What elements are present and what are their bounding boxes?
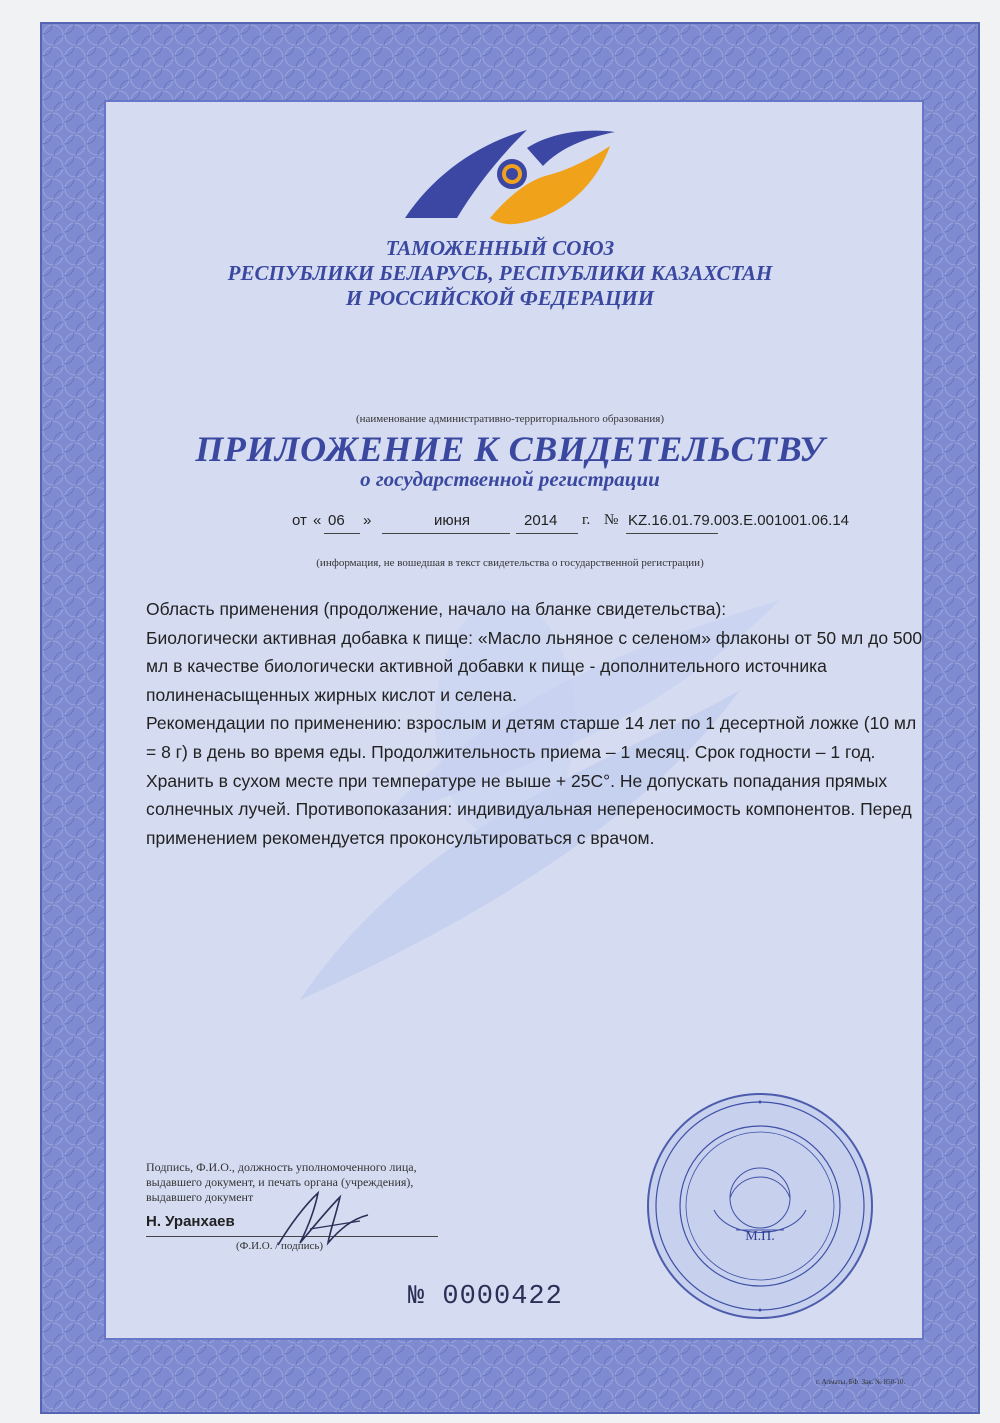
- year-underline: [516, 533, 578, 534]
- date-year: 2014: [524, 512, 558, 529]
- product-description: Биологически активная добавка к пище: «Масло льняное с селеном» флаконы от 50 мл до 500 мл в качестве биологически активной добавки к пище - дополнительного источника полиненасыщенных жирных кислот и селена.: [146, 627, 923, 705]
- day-underline: [324, 533, 360, 534]
- quote-open: «: [313, 512, 322, 529]
- printer-imprint: г. Алматы. БФ. Зак. № 850-10.: [816, 1378, 906, 1386]
- registration-number: KZ.16.01.79.003.E.001001.06.14: [628, 512, 850, 529]
- year-suffix: г.: [582, 512, 591, 528]
- signatory-name: Н. Уранхаев: [146, 1213, 235, 1230]
- date-prefix: от: [292, 512, 307, 529]
- date-day: 06: [328, 512, 345, 529]
- appendix-body: [146, 595, 926, 852]
- date-month: июня: [434, 512, 471, 529]
- customs-union-logo: [395, 118, 625, 228]
- signature-sub-caption: (Ф.И.О. / подпись): [236, 1240, 324, 1252]
- org-line-2: РЕСПУБЛИКИ БЕЛАРУСЬ, РЕСПУБЛИКИ КАЗАХСТАН: [227, 261, 773, 285]
- month-underline: [382, 533, 510, 534]
- caption-line-3: выдавшего документ: [146, 1190, 254, 1204]
- official-seal: [644, 1090, 876, 1322]
- document-subtitle: о государственной регистрации: [360, 467, 660, 491]
- quote-close: »: [363, 512, 372, 529]
- issuing-organization: [160, 236, 840, 311]
- scope-heading: Область применения (продолжение, начало на бланке свидетельства):: [146, 599, 727, 619]
- org-line-1: ТАМОЖЕННЫЙ СОЮЗ: [385, 236, 615, 260]
- info-note: (информация, не вошедшая в текст свидетельства о государственной регистрации): [316, 557, 704, 569]
- seal-mp-label: М.П.: [745, 1229, 775, 1244]
- document-title: ПРИЛОЖЕНИЕ К СВИДЕТЕЛЬСТВУ: [195, 429, 825, 469]
- usage-recommendations: Рекомендации по применению: взрослым и детям старше 14 лет по 1 десертной ложке (10 мл = 8 г) в день во время еды. Продолжительность приема – 1 месяц. Срок годности – 1 год. Хранить в сухом месте при температуре не выше + 25С°. Не допускать попадания прямых солнечных лучей. Противопоказания: индивидуальная непереносимость компонентов. Перед применением рекомендуется проконсультироваться с врачом.: [146, 713, 917, 848]
- form-serial-number: № 0000422: [408, 1282, 563, 1312]
- number-underline: [626, 533, 718, 534]
- caption-line-2: выдавшего документ, и печать органа (учреждения),: [146, 1175, 414, 1189]
- org-line-3: И РОССИЙСКОЙ ФЕДЕРАЦИИ: [345, 286, 655, 310]
- caption-line-1: Подпись, Ф.И.О., должность уполномоченного лица,: [146, 1160, 417, 1174]
- handwritten-signature: [270, 1185, 380, 1255]
- number-sign: №: [604, 512, 619, 528]
- admin-note: (наименование административно-территориального образования): [355, 413, 665, 425]
